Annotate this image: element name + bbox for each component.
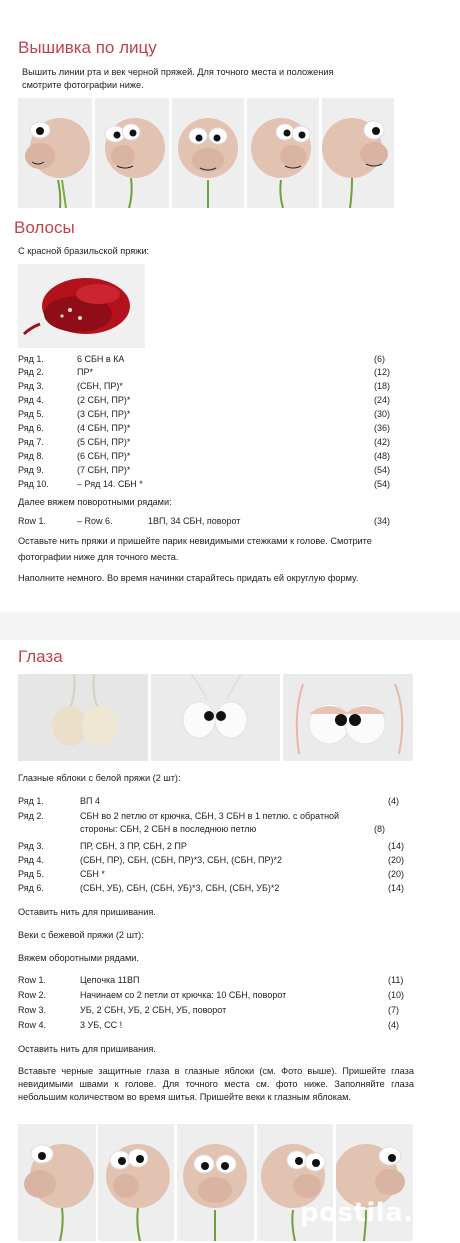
- lid-row: Row 3. УБ, 2 СБН, УБ, 2 СБН, УБ, поворот (7): [18, 1005, 399, 1015]
- hair-row: Ряд 5. (3 СБН, ПР)* (30): [18, 409, 391, 419]
- watermark: postila.ru: [300, 1198, 446, 1228]
- photo-head-1: [18, 98, 92, 208]
- photo-eyeballs-plain: [18, 674, 148, 761]
- eye-row: Ряд 3. ПР, СБН, 3 ПР, СБН, 2 ПР (14): [18, 841, 405, 851]
- hair-row-turn: Row 1. – Row 6. 1ВП, 34 СБН, поворот (34): [18, 516, 391, 526]
- lid-row: Row 1. Цепочка 11ВП (11): [18, 975, 404, 985]
- hair-row: Ряд 1. 6 СБН в КА (6): [18, 354, 385, 364]
- lids-intro: Веки с бежевой пряжи (2 шт):: [18, 930, 144, 940]
- eye-row: Ряд 4. (СБН, ПР), СБН, (СБН, ПР)*3, СБН, (СБН, ПР)*2 (20): [18, 855, 405, 865]
- hair-row: Ряд 8. (6 СБН, ПР)* (48): [18, 451, 391, 461]
- photo-eyeballs-pupils: [151, 674, 280, 761]
- hair-row: Ряд 4. (2 СБН, ПР)* (24): [18, 395, 391, 405]
- photo-head-5: [322, 98, 394, 208]
- hair-turn-note: Далее вяжем поворотными рядами:: [18, 497, 172, 507]
- eye-row-cont: стороны: СБН, 2 СБН в последнюю петлю (8): [80, 824, 385, 834]
- photo-head-2: [95, 98, 169, 208]
- lid-row: Row 2. Начинаем со 2 петли от крючка: 10 СБН, поворот (10): [18, 990, 405, 1000]
- embroidery-text: Вышить линии рта и век черной пряжей. Для точного места и положения смотрите фотографии ниже.: [22, 67, 334, 90]
- eyes-intro: Глазные яблоки с белой пряжи (2 шт):: [18, 773, 181, 783]
- hair-text-1: Оставьте нить пряжи и пришейте парик невидимыми стежками к голове. Смотрите фотографии ниже для точного места.: [18, 536, 372, 562]
- hair-intro: С красной бразильской пряжи:: [18, 246, 150, 256]
- lids-turn-note: Вяжем оборотными рядами.: [18, 953, 139, 963]
- hair-row: Ряд 10. – Ряд 14. СБН * (54): [18, 479, 391, 489]
- photo-bottom-head-1: [18, 1124, 96, 1241]
- hair-row: Ряд 6. (4 СБН, ПР)* (36): [18, 423, 391, 433]
- photo-head-3: [172, 98, 244, 208]
- eye-row: Ряд 1. ВП 4 (4): [18, 796, 399, 806]
- hair-text-2: Наполните немного. Во время начинки старайтесь придать ей округлую форму.: [18, 573, 359, 583]
- photo-eyeballs-lids: [283, 674, 413, 761]
- eye-row: Ряд 5. СБН * (20): [18, 869, 405, 879]
- eyes-leave-thread-1: Оставить нить для пришивания.: [18, 907, 156, 917]
- embroidery-title: Вышивка по лицу: [18, 38, 157, 57]
- hair-row: Ряд 7. (5 СБН, ПР)* (42): [18, 437, 391, 447]
- hair-title: Волосы: [14, 218, 75, 237]
- photo-head-4: [247, 98, 319, 208]
- eye-row: Ряд 6. (СБН, УБ), СБН, (СБН, УБ)*3, СБН, (СБН, УБ)*2 (14): [18, 883, 405, 893]
- photo-bottom-head-2: [98, 1124, 174, 1241]
- eye-row: Ряд 2. СБН во 2 петлю от крючка, СБН, 3 СБН в 1 петлю. с обратной: [18, 811, 340, 821]
- eyes-final-text: Вставьте черные защитные глаза в глазные яблоки (см. Фото выше). Пришейте глаза невидимыми швами к голове. Для точного места см. фото ниже. Заполняйте глаза небольшим количеством во время шитья. Пришейте веки к глазным яблокам.: [18, 1066, 414, 1102]
- eyes-title: Глаза: [18, 647, 63, 666]
- hair-row: Ряд 3. (СБН, ПР)* (18): [18, 381, 391, 391]
- lid-row: Row 4. 3 УБ, СС ! (4): [18, 1020, 399, 1030]
- eyes-leave-thread-2: Оставить нить для пришивания.: [18, 1044, 156, 1054]
- hair-row: Ряд 9. (7 СБН, ПР)* (54): [18, 465, 391, 475]
- photo-bottom-head-3: [177, 1124, 254, 1241]
- photo-red-wig: [18, 264, 145, 348]
- section-divider: [0, 612, 460, 640]
- hair-row: Ряд 2. ПР* (12): [18, 367, 391, 377]
